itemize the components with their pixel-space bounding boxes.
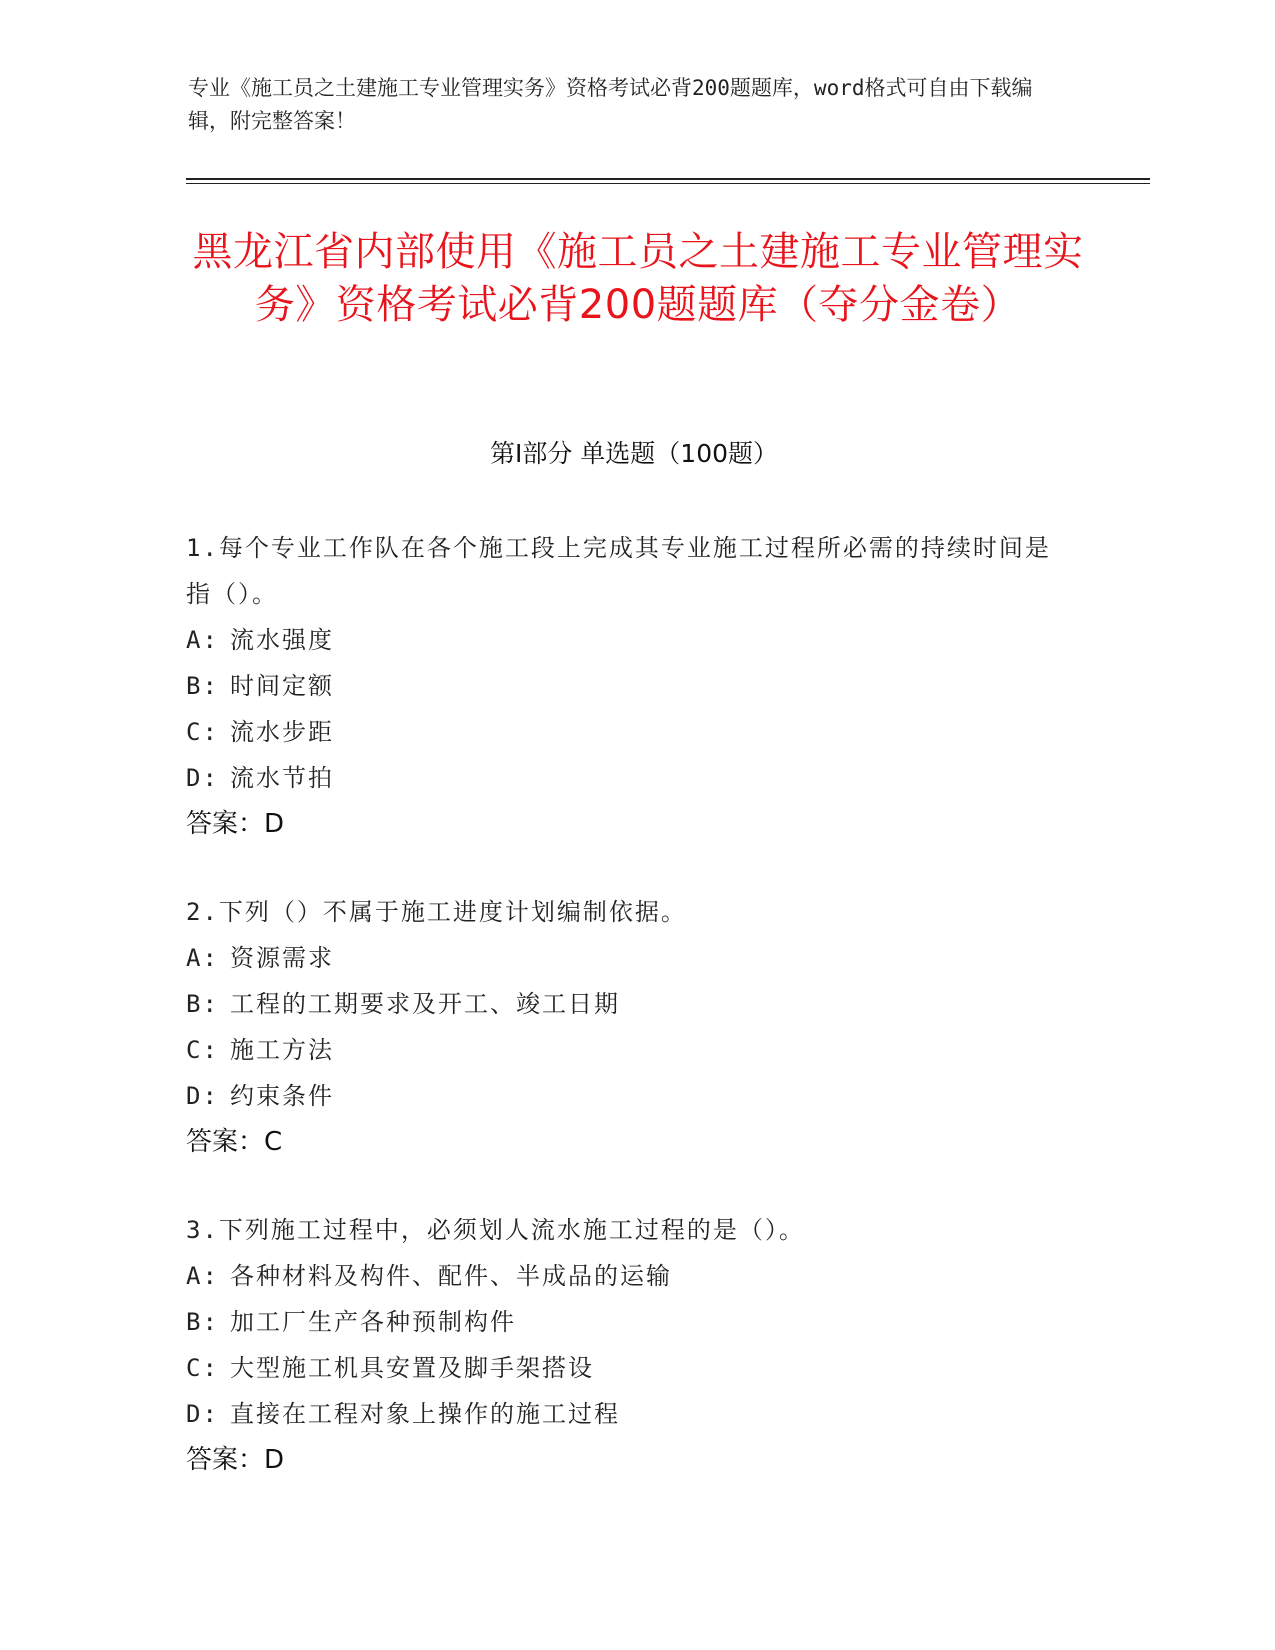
option-d	[186, 755, 1076, 801]
option-a	[186, 1253, 1076, 1299]
answer: 答案：C	[186, 1127, 283, 1157]
option-d	[186, 1073, 1076, 1119]
option-key: D:	[186, 764, 219, 792]
section-heading: 第Ⅰ部分 单选题（100题）	[489, 439, 779, 468]
option-c	[186, 709, 1076, 755]
option-text: 施工方法	[230, 1036, 334, 1064]
option-d	[186, 1391, 1076, 1437]
option-text: 资源需求	[230, 944, 334, 972]
option-a	[186, 935, 1076, 981]
header-rule-thin	[186, 183, 1150, 184]
option-text: 大型施工机具安置及脚手架搭设	[230, 1354, 594, 1382]
option-b	[186, 1299, 1076, 1345]
option-text: 流水强度	[230, 626, 334, 654]
question-1	[186, 525, 1076, 847]
option-key: C:	[186, 1354, 219, 1382]
option-text: 时间定额	[230, 672, 334, 700]
answer: 答案：D	[186, 809, 285, 839]
option-key: B:	[186, 990, 219, 1018]
option-a	[186, 617, 1076, 663]
option-b	[186, 663, 1076, 709]
option-text: 流水节拍	[230, 764, 334, 792]
option-key: C:	[186, 1036, 219, 1064]
option-text: 流水步距	[230, 718, 334, 746]
answer: 答案：D	[186, 1445, 285, 1475]
option-key: B:	[186, 1308, 219, 1336]
option-c	[186, 1027, 1076, 1073]
option-key: A:	[186, 1262, 219, 1290]
option-key: B:	[186, 672, 219, 700]
document-title: 黑龙江省内部使用《施工员之土建施工专业管理实务》资格考试必背200题题库（夺分金卷）	[192, 229, 1084, 328]
option-text: 约束条件	[230, 1082, 334, 1110]
option-text: 各种材料及构件、配件、半成品的运输	[230, 1262, 672, 1290]
option-key: D:	[186, 1082, 219, 1110]
option-text: 直接在工程对象上操作的施工过程	[230, 1400, 620, 1428]
option-b	[186, 981, 1076, 1027]
option-key: A:	[186, 626, 219, 654]
header-rule-thick	[186, 178, 1150, 180]
question-stem: 2.下列（）不属于施工进度计划编制依据。	[186, 898, 687, 926]
question-2	[186, 889, 1076, 1165]
header-note: 专业《施工员之土建施工专业管理实务》资格考试必背200题题库，word格式可自由下载编辑，附完整答案！	[188, 76, 1033, 133]
option-text: 加工厂生产各种预制构件	[230, 1308, 516, 1336]
option-key: D:	[186, 1400, 219, 1428]
question-list	[186, 525, 1076, 1525]
option-key: C:	[186, 718, 219, 746]
question-3	[186, 1207, 1076, 1483]
question-stem: 3.下列施工过程中，必须划人流水施工过程的是（）。	[186, 1216, 805, 1244]
option-key: A:	[186, 944, 219, 972]
question-stem: 1.每个专业工作队在各个施工段上完成其专业施工过程所必需的持续时间是指（）。	[186, 534, 1051, 608]
option-c	[186, 1345, 1076, 1391]
option-text: 工程的工期要求及开工、竣工日期	[230, 990, 620, 1018]
